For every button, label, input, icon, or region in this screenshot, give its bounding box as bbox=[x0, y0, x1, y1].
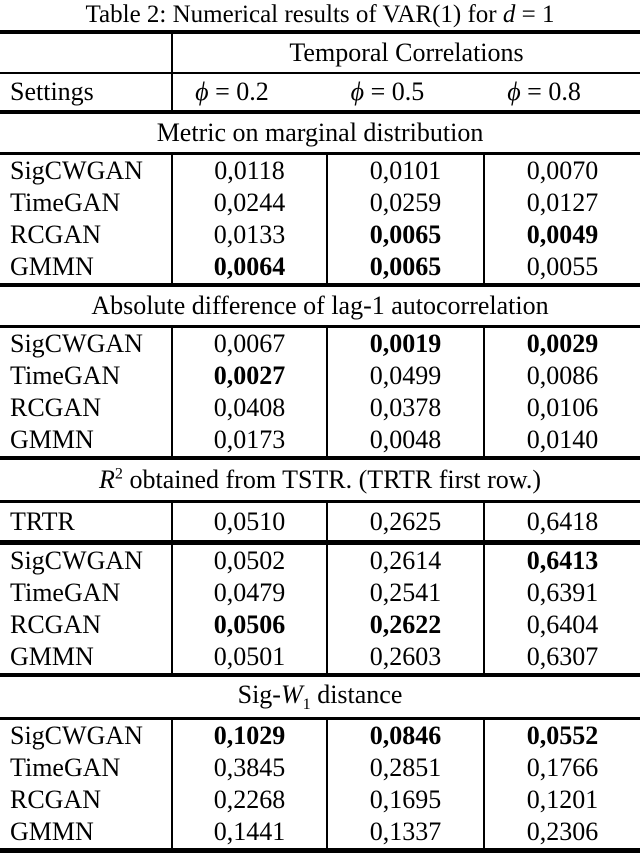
value-cell: 0,0086 bbox=[484, 360, 640, 392]
phi-value: = 0.2 bbox=[208, 77, 269, 106]
table-row bbox=[0, 719, 640, 753]
section-header-sig-w1 bbox=[0, 675, 640, 719]
value-cell: 0,2268 bbox=[172, 784, 327, 816]
model-name-cell: TimeGAN bbox=[10, 578, 121, 607]
sigw-rest: distance bbox=[310, 679, 403, 709]
trtr-row bbox=[0, 502, 640, 543]
col-header-phi-0-8 bbox=[484, 73, 640, 112]
value-cell: 0,0127 bbox=[484, 187, 640, 219]
table-row bbox=[0, 360, 640, 392]
value-cell: 0,0027 bbox=[172, 360, 327, 392]
group-header-cell: Temporal Correlations bbox=[172, 32, 640, 73]
value-cell: 0,3845 bbox=[172, 752, 327, 784]
col-header-phi-0-2 bbox=[172, 73, 327, 112]
value-cell: 0,0259 bbox=[327, 187, 484, 219]
model-name-cell: GMMN bbox=[0, 641, 172, 675]
table-row bbox=[0, 154, 640, 188]
value-cell: 0,2603 bbox=[327, 641, 484, 675]
caption-suffix: = 1 bbox=[515, 1, 555, 28]
section-header-autocorrelation: Absolute difference of lag-1 autocorrelation bbox=[0, 285, 640, 327]
empty-corner-cell bbox=[0, 32, 172, 73]
value-cell: 0,0067 bbox=[172, 327, 327, 361]
value-cell: 0,2541 bbox=[327, 577, 484, 609]
model-name-cell: RCGAN bbox=[10, 785, 102, 814]
value-cell: 0,0133 bbox=[172, 219, 327, 251]
table-row bbox=[0, 392, 640, 424]
table-row bbox=[0, 784, 640, 816]
value-cell: 0,0055 bbox=[484, 251, 640, 285]
model-name-cell: SigCWGAN bbox=[10, 329, 143, 358]
value-cell: 0,0244 bbox=[172, 187, 327, 219]
value-cell: 0,1695 bbox=[327, 784, 484, 816]
table-row bbox=[0, 219, 640, 251]
value-cell: 0,0506 bbox=[172, 609, 327, 641]
model-name-cell: TimeGAN bbox=[10, 753, 121, 782]
value-cell: 0,6404 bbox=[484, 609, 640, 641]
settings-label-cell: Settings bbox=[0, 73, 172, 112]
table-row bbox=[0, 187, 640, 219]
table-row bbox=[0, 577, 640, 609]
section-header-marginal: Metric on marginal distribution bbox=[0, 112, 640, 154]
value-cell: 0,0101 bbox=[327, 154, 484, 188]
model-name-cell: RCGAN bbox=[10, 610, 102, 639]
value-cell: 0,0019 bbox=[327, 327, 484, 361]
table-row bbox=[0, 752, 640, 784]
value-cell: 0,0499 bbox=[327, 360, 484, 392]
phi-value: = 0.8 bbox=[520, 77, 581, 106]
model-name-cell: TimeGAN bbox=[10, 188, 121, 217]
r-symbol: R bbox=[99, 465, 115, 494]
w1-subscript: 1 bbox=[302, 696, 311, 714]
value-cell: 0,0029 bbox=[484, 327, 640, 361]
value-cell: 0,0378 bbox=[327, 392, 484, 424]
results-table bbox=[0, 30, 640, 853]
section-header-row bbox=[0, 285, 640, 327]
section-header-row bbox=[0, 112, 640, 154]
value-cell: 0,2851 bbox=[327, 752, 484, 784]
phi-symbol: ϕ bbox=[507, 77, 521, 106]
group-header-row bbox=[0, 32, 640, 73]
table-row bbox=[0, 543, 640, 578]
value-cell: 0,0065 bbox=[327, 251, 484, 285]
value-cell: 0,1337 bbox=[327, 816, 484, 851]
section-header-r2-tstr bbox=[0, 458, 640, 502]
value-cell: 0,0049 bbox=[484, 219, 640, 251]
phi-symbol: ϕ bbox=[350, 77, 365, 106]
value-cell: 0,6391 bbox=[484, 577, 640, 609]
value-cell: 0,0846 bbox=[327, 719, 484, 753]
value-cell: 0,2614 bbox=[327, 543, 484, 578]
r2-header-rest: obtained from TSTR. (TRTR first row.) bbox=[122, 465, 541, 494]
table-caption bbox=[0, 0, 640, 30]
value-cell: 0,0173 bbox=[172, 424, 327, 458]
model-name-cell: GMMN bbox=[0, 251, 172, 285]
col-header-phi-0-5 bbox=[327, 73, 484, 112]
table-row bbox=[0, 424, 640, 458]
phi-value: = 0.5 bbox=[364, 77, 425, 106]
value-cell: 0,0479 bbox=[172, 577, 327, 609]
value-cell: 0,2622 bbox=[327, 609, 484, 641]
caption-prefix: Table 2: Numerical results of VAR(1) for bbox=[85, 1, 503, 28]
sigw-prefix: Sig- bbox=[237, 679, 281, 709]
value-cell: 0,6413 bbox=[484, 543, 640, 578]
value-cell: 0,0070 bbox=[484, 154, 640, 188]
table-row bbox=[0, 641, 640, 675]
value-cell: 0,0106 bbox=[484, 392, 640, 424]
model-name-cell: RCGAN bbox=[10, 393, 102, 422]
model-name-cell: RCGAN bbox=[10, 220, 102, 249]
caption-variable-d: d bbox=[502, 1, 516, 28]
phi-symbol: ϕ bbox=[195, 77, 209, 106]
table-row bbox=[0, 816, 640, 851]
value-cell: 0,1766 bbox=[484, 752, 640, 784]
column-header-row bbox=[0, 73, 640, 112]
w-symbol: W bbox=[280, 679, 303, 709]
value-cell: 0,0064 bbox=[172, 251, 327, 285]
value-cell: 0,6418 bbox=[484, 502, 640, 543]
r2-superscript: 2 bbox=[114, 465, 123, 483]
value-cell: 0,1029 bbox=[172, 719, 327, 753]
value-cell: 0,1441 bbox=[172, 816, 327, 851]
section-header-row bbox=[0, 675, 640, 719]
value-cell: 0,0065 bbox=[327, 219, 484, 251]
value-cell: 0,0408 bbox=[172, 392, 327, 424]
value-cell: 0,1201 bbox=[484, 784, 640, 816]
model-name-cell: SigCWGAN bbox=[10, 546, 143, 575]
value-cell: 0,2625 bbox=[327, 502, 484, 543]
table-row bbox=[0, 609, 640, 641]
model-name-cell: TimeGAN bbox=[10, 361, 121, 390]
table-row bbox=[0, 327, 640, 361]
value-cell: 0,0552 bbox=[484, 719, 640, 753]
section-header-row bbox=[0, 458, 640, 502]
value-cell: 0,2306 bbox=[484, 816, 640, 851]
model-name-cell: TRTR bbox=[0, 502, 172, 543]
value-cell: 0,0118 bbox=[172, 154, 327, 188]
value-cell: 0,0510 bbox=[172, 502, 327, 543]
value-cell: 0,0048 bbox=[327, 424, 484, 458]
value-cell: 0,6307 bbox=[484, 641, 640, 675]
value-cell: 0,0140 bbox=[484, 424, 640, 458]
model-name-cell: GMMN bbox=[0, 424, 172, 458]
value-cell: 0,0501 bbox=[172, 641, 327, 675]
table-row bbox=[0, 251, 640, 285]
model-name-cell: GMMN bbox=[10, 817, 94, 846]
value-cell: 0,0502 bbox=[172, 543, 327, 578]
model-name-cell: SigCWGAN bbox=[10, 156, 143, 185]
model-name-cell: SigCWGAN bbox=[10, 721, 143, 750]
